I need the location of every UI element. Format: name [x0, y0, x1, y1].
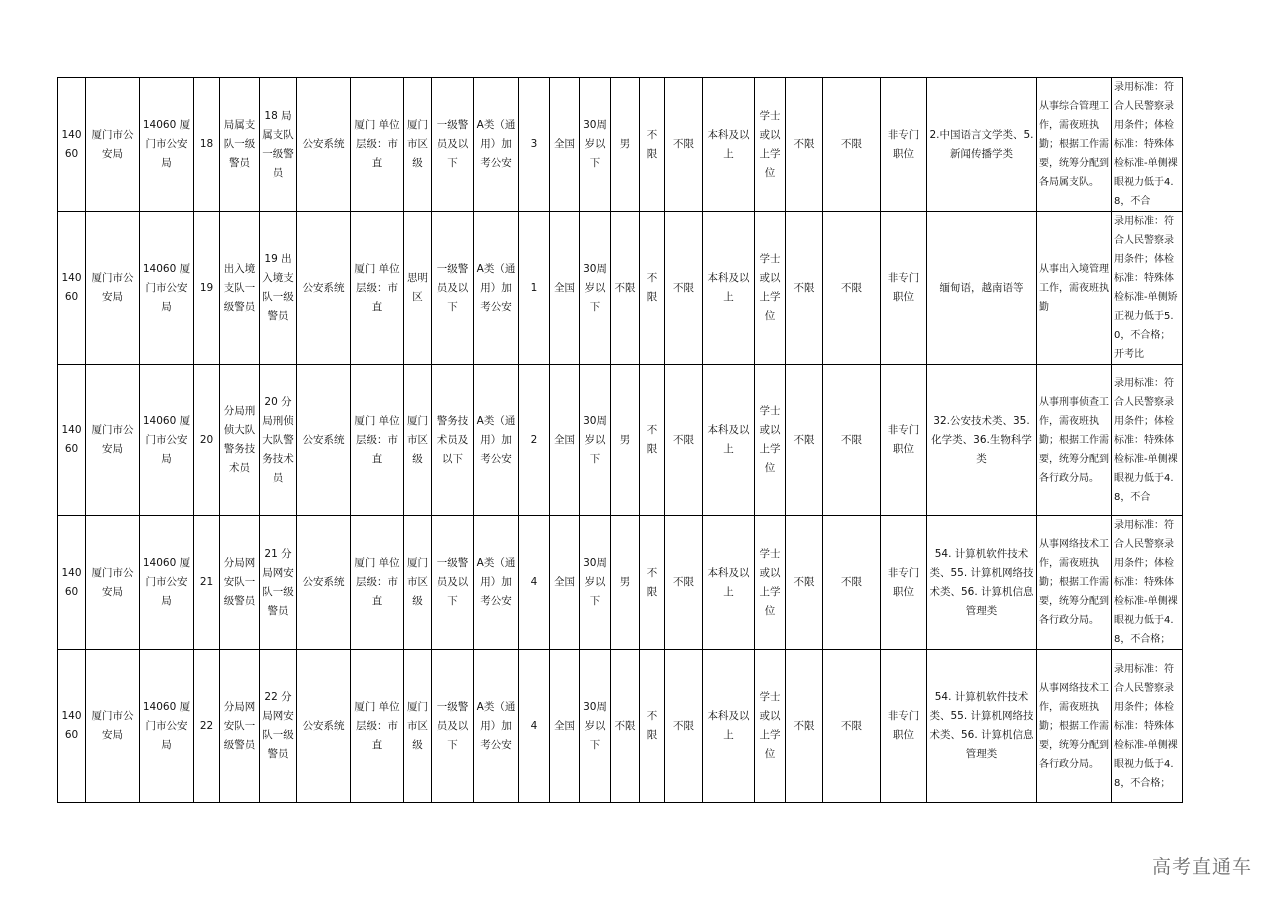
rank: 一级警员及以下	[432, 212, 474, 365]
major: 缅甸语，越南语等	[927, 212, 1037, 365]
district: 厦门市区级	[404, 365, 432, 516]
age-limit: 30周岁以下	[580, 78, 611, 212]
exam-category: A类（通用）加考公安	[474, 365, 519, 516]
unit-code: 14060	[58, 212, 86, 365]
limit-c: 不限	[786, 212, 823, 365]
major: 32.公安技术类、35.化学类、36.生物科学类	[927, 365, 1037, 516]
major: 2.中国语言文学类、5.新闻传播学类	[927, 78, 1037, 212]
limit-c: 不限	[786, 365, 823, 516]
gender: 男	[611, 516, 640, 650]
note: 录用标准：符合人民警察录用条件；体检标准：特殊体检标准-单侧矫正视力低于5.0，不合格；开考比	[1112, 212, 1183, 365]
limit-b: 不限	[665, 516, 703, 650]
limit-d: 不限	[823, 516, 881, 650]
agency-full: 14060 厦门市公安局	[140, 516, 194, 650]
limit-a: 不限	[640, 78, 665, 212]
limit-b: 不限	[665, 212, 703, 365]
limit-a: 不限	[640, 212, 665, 365]
hire-count: 4	[519, 516, 550, 650]
limit-c: 不限	[786, 78, 823, 212]
district: 思明区	[404, 212, 432, 365]
rank: 一级警员及以下	[432, 650, 474, 803]
position-seq: 21	[194, 516, 220, 650]
position-code: 18 局属支队一级警员	[260, 78, 297, 212]
education: 本科及以上	[703, 78, 755, 212]
region: 全国	[550, 365, 580, 516]
region: 全国	[550, 516, 580, 650]
note: 录用标准：符合人民警察录用条件；体检标准：特殊体检标准-单侧裸眼视力低于4.8，不合格；	[1112, 516, 1183, 650]
district: 厦门市区级	[404, 650, 432, 803]
system: 公安系统	[297, 365, 351, 516]
position-type: 非专门职位	[881, 650, 927, 803]
agency-name: 厦门市公安局	[86, 365, 140, 516]
limit-a: 不限	[640, 365, 665, 516]
table-row	[58, 212, 1183, 365]
rank: 警务技术员及以下	[432, 365, 474, 516]
limit-c: 不限	[786, 516, 823, 650]
unit-code: 14060	[58, 650, 86, 803]
unit-level: 厦门 单位层级：市直	[351, 78, 404, 212]
unit-level: 厦门 单位层级：市直	[351, 212, 404, 365]
limit-a: 不限	[640, 650, 665, 803]
limit-b: 不限	[665, 78, 703, 212]
duty: 从事刑事侦查工作，需夜班执勤；根据工作需要，统筹分配到各行政分局。	[1037, 365, 1112, 516]
duty: 从事综合管理工作，需夜班执勤；根据工作需要，统筹分配到各局属支队。	[1037, 78, 1112, 212]
agency-full: 14060 厦门市公安局	[140, 212, 194, 365]
exam-category: A类（通用）加考公安	[474, 78, 519, 212]
position-seq: 18	[194, 78, 220, 212]
limit-b: 不限	[665, 650, 703, 803]
hire-count: 3	[519, 78, 550, 212]
age-limit: 30周岁以下	[580, 516, 611, 650]
duty: 从事网络技术工作，需夜班执勤；根据工作需要，统筹分配到各行政分局。	[1037, 650, 1112, 803]
unit-level: 厦门 单位层级：市直	[351, 516, 404, 650]
agency-full: 14060 厦门市公安局	[140, 78, 194, 212]
position-type: 非专门职位	[881, 516, 927, 650]
exam-category: A类（通用）加考公安	[474, 650, 519, 803]
position-name: 分局刑侦大队警务技术员	[220, 365, 260, 516]
note: 录用标准：符合人民警察录用条件；体检标准：特殊体检标准-单侧裸眼视力低于4.8，不合	[1112, 78, 1183, 212]
position-name: 分局网安队一级警员	[220, 650, 260, 803]
gender: 不限	[611, 212, 640, 365]
duty: 从事网络技术工作，需夜班执勤；根据工作需要，统筹分配到各行政分局。	[1037, 516, 1112, 650]
region: 全国	[550, 78, 580, 212]
limit-c: 不限	[786, 650, 823, 803]
position-code: 20 分局刑侦大队警务技术员	[260, 365, 297, 516]
table-row	[58, 516, 1183, 650]
limit-a: 不限	[640, 516, 665, 650]
major: 54. 计算机软件技术类、55. 计算机网络技术类、56. 计算机信息管理类	[927, 650, 1037, 803]
exam-category: A类（通用）加考公安	[474, 516, 519, 650]
agency-name: 厦门市公安局	[86, 516, 140, 650]
degree: 学士或以上学位	[755, 365, 786, 516]
agency-name: 厦门市公安局	[86, 212, 140, 365]
district: 厦门市区级	[404, 516, 432, 650]
position-type: 非专门职位	[881, 212, 927, 365]
limit-d: 不限	[823, 78, 881, 212]
degree: 学士或以上学位	[755, 650, 786, 803]
degree: 学士或以上学位	[755, 78, 786, 212]
hire-count: 4	[519, 650, 550, 803]
table-row	[58, 365, 1183, 516]
age-limit: 30周岁以下	[580, 650, 611, 803]
agency-full: 14060 厦门市公安局	[140, 650, 194, 803]
district: 厦门市区级	[404, 78, 432, 212]
unit-code: 14060	[58, 365, 86, 516]
region: 全国	[550, 650, 580, 803]
system: 公安系统	[297, 212, 351, 365]
position-seq: 19	[194, 212, 220, 365]
position-code: 22 分局网安队一级警员	[260, 650, 297, 803]
note: 录用标准：符合人民警察录用条件；体检标准：特殊体检标准-单侧裸眼视力低于4.8，不合格；	[1112, 650, 1183, 803]
agency-name: 厦门市公安局	[86, 78, 140, 212]
agency-name: 厦门市公安局	[86, 650, 140, 803]
duty: 从事出入境管理工作，需夜班执勤	[1037, 212, 1112, 365]
system: 公安系统	[297, 516, 351, 650]
position-name: 出入境支队一级警员	[220, 212, 260, 365]
unit-code: 14060	[58, 516, 86, 650]
gender: 不限	[611, 650, 640, 803]
system: 公安系统	[297, 650, 351, 803]
position-seq: 22	[194, 650, 220, 803]
exam-category: A类（通用）加考公安	[474, 212, 519, 365]
position-type: 非专门职位	[881, 365, 927, 516]
unit-level: 厦门 单位层级：市直	[351, 650, 404, 803]
limit-d: 不限	[823, 650, 881, 803]
degree: 学士或以上学位	[755, 516, 786, 650]
position-type: 非专门职位	[881, 78, 927, 212]
degree: 学士或以上学位	[755, 212, 786, 365]
rank: 一级警员及以下	[432, 516, 474, 650]
gender: 男	[611, 78, 640, 212]
hire-count: 1	[519, 212, 550, 365]
limit-d: 不限	[823, 212, 881, 365]
education: 本科及以上	[703, 650, 755, 803]
education: 本科及以上	[703, 365, 755, 516]
gender: 男	[611, 365, 640, 516]
limit-b: 不限	[665, 365, 703, 516]
education: 本科及以上	[703, 212, 755, 365]
major: 54. 计算机软件技术类、55. 计算机网络技术类、56. 计算机信息管理类	[927, 516, 1037, 650]
recruitment-table	[57, 77, 1183, 803]
position-code: 21 分局网安队一级警员	[260, 516, 297, 650]
position-seq: 20	[194, 365, 220, 516]
hire-count: 2	[519, 365, 550, 516]
region: 全国	[550, 212, 580, 365]
watermark: 高考直通车	[1151, 856, 1252, 878]
table-row	[58, 650, 1183, 803]
system: 公安系统	[297, 78, 351, 212]
position-name: 局属支队一级警员	[220, 78, 260, 212]
age-limit: 30周岁以下	[580, 212, 611, 365]
age-limit: 30周岁以下	[580, 365, 611, 516]
position-name: 分局网安队一级警员	[220, 516, 260, 650]
rank: 一级警员及以下	[432, 78, 474, 212]
unit-code: 14060	[58, 78, 86, 212]
table-row	[58, 78, 1183, 212]
education: 本科及以上	[703, 516, 755, 650]
limit-d: 不限	[823, 365, 881, 516]
agency-full: 14060 厦门市公安局	[140, 365, 194, 516]
position-code: 19 出入境支队一级警员	[260, 212, 297, 365]
unit-level: 厦门 单位层级：市直	[351, 365, 404, 516]
note: 录用标准：符合人民警察录用条件；体检标准：特殊体检标准-单侧裸眼视力低于4.8，不合	[1112, 365, 1183, 516]
